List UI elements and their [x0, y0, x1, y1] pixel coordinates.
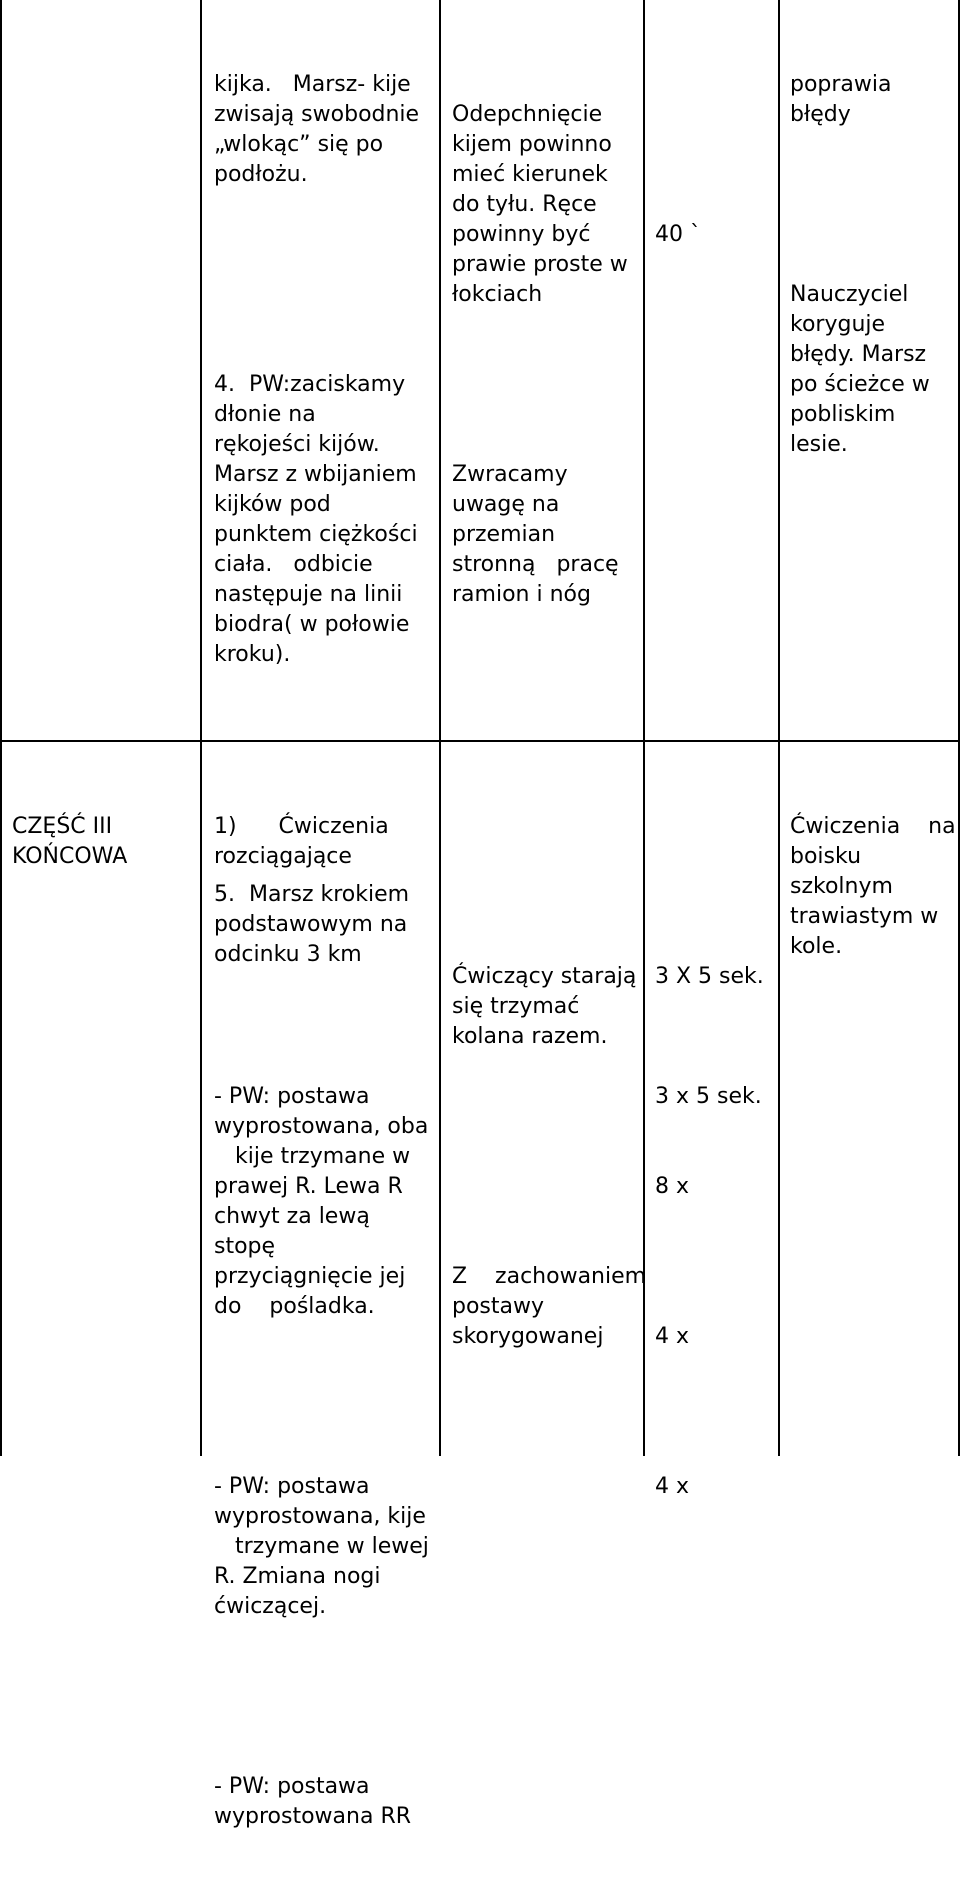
row2-col2-block3: - PW: postawa wyprostowana, kije trzymane w lewej R. Zmiana nogi ćwiczącej. — [214, 1474, 429, 1619]
row2-col5-text: Ćwiczenia na boisku szkolnym trawiastym w kole. — [790, 814, 956, 959]
row2-exercise-description — [214, 752, 429, 1892]
row2-col4-v4: 4 x — [655, 1324, 690, 1349]
table-divider-col4 — [778, 0, 780, 1456]
row2-guidelines-1 — [452, 902, 636, 1112]
row2-col4-v5: 4 x — [655, 1474, 690, 1499]
row2-col3-block1: Ćwiczący starają się trzymać kolana razem. — [452, 964, 637, 1049]
row2-guidelines-2 — [452, 1202, 646, 1412]
row2-lesson-part — [12, 752, 127, 932]
row1-col2-block1: kijka. Marsz- kije zwisają swobodnie „wlokąc” się po podłożu. — [214, 72, 420, 187]
row2-col4-v1: 3 X 5 sek. — [655, 964, 764, 989]
row1-guidelines — [452, 40, 628, 670]
row1-col3-block2: Zwracamy uwagę na przemian stronną pracę ramion i nóg — [452, 462, 619, 607]
row2-col2-block1: 1) Ćwiczenia rozciągające — [214, 814, 389, 869]
row2-col1-text: CZĘŚĆ III KOŃCOWA — [12, 814, 128, 869]
row1-col5-block2: Nauczyciel koryguje błędy. Marsz po ścieżce w pobliskim lesie. — [790, 282, 930, 457]
row2-col2-block4: - PW: postawa wyprostowana RR — [214, 1774, 412, 1829]
row1-teacher-notes — [790, 10, 930, 520]
table-divider-col2 — [439, 0, 441, 1456]
row-divider — [0, 740, 960, 742]
row2-repetitions-4 — [655, 1262, 689, 1412]
row2-col2-block2: - PW: postawa wyprostowana, oba kije trzymane w prawej R. Lewa R chwyt za lewą stopę przyciągnięcie jej do pośladka. — [214, 1084, 429, 1319]
row1-col2-block2: 4. PW:zaciskamy dłonie na rękojeści kijów. Marsz z wbijaniem kijków pod punktem ciężkości ciała. odbicie następuje na linii biodra( w połowie kroku). — [214, 372, 418, 667]
row1-col4-text: 40 ` — [655, 222, 701, 247]
row2-col4-v2: 3 x 5 sek. — [655, 1084, 762, 1109]
row1-duration — [655, 160, 701, 310]
table-border-left — [0, 0, 2, 1456]
table-divider-col1 — [200, 0, 202, 1456]
row2-repetitions-3 — [655, 1112, 689, 1262]
row1-col2-block3: 5. Marsz krokiem podstawowym na odcinku 3 km — [214, 882, 410, 967]
row2-col4-v3: 8 x — [655, 1174, 690, 1199]
row2-repetitions-5 — [655, 1412, 689, 1562]
row1-col5-block1: poprawia błędy — [790, 72, 892, 127]
row2-location-notes — [790, 752, 956, 1022]
row2-col3-block2: Z zachowaniem postawy skorygowanej — [452, 1264, 647, 1349]
row1-col3-block1: Odepchnięcie kijem powinno mieć kierunek do tyłu. Ręce powinny być prawie proste w łokciach — [452, 102, 628, 307]
